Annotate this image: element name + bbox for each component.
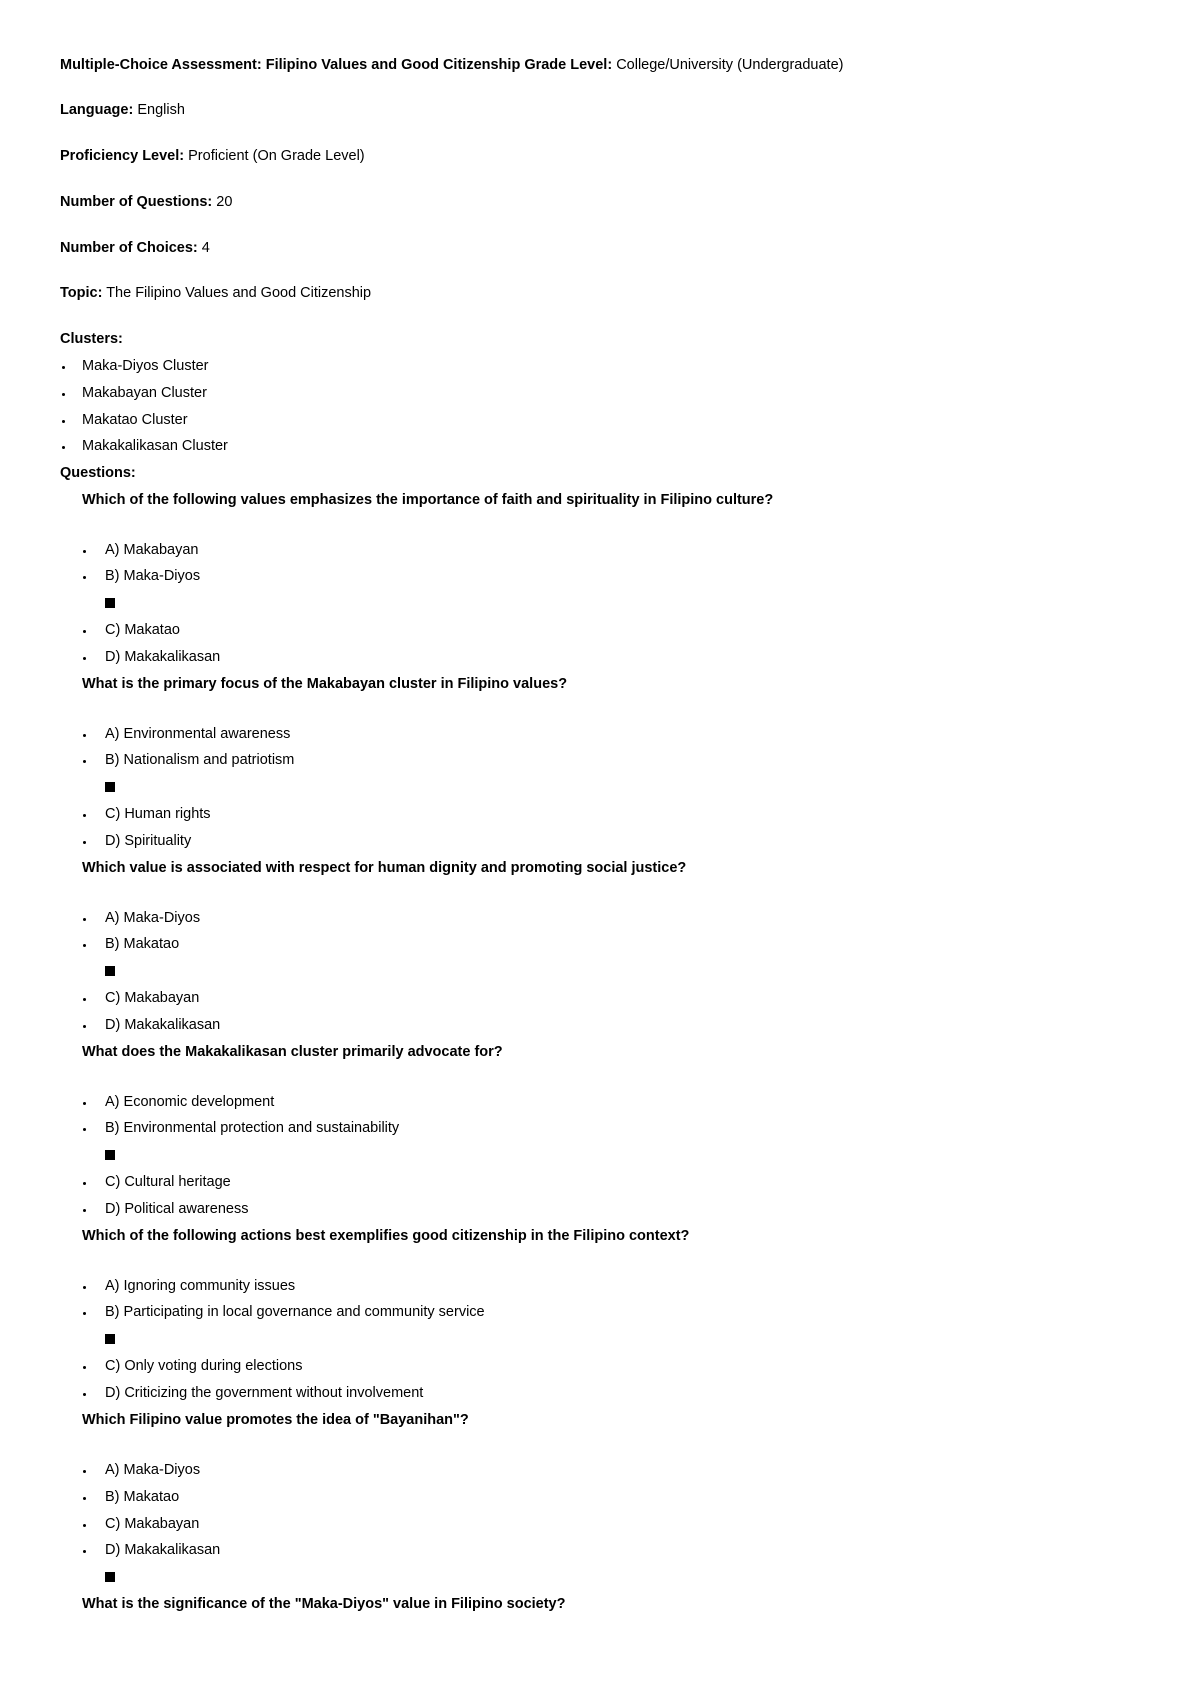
questions-label: Questions: <box>60 465 136 481</box>
answer-option: D) Criticizing the government without involvement <box>105 1385 424 1401</box>
bullet-icon <box>62 366 65 369</box>
answer-option: B) Environmental protection and sustainability <box>105 1120 400 1136</box>
clusters-label: Clusters: <box>60 331 123 347</box>
answer-option: A) Environmental awareness <box>105 726 291 742</box>
question-text: What is the significance of the "Maka-Diyos" value in Filipino society? <box>82 1596 566 1612</box>
num-questions-line <box>60 193 232 211</box>
bullet-icon <box>83 998 86 1001</box>
answer-option: A) Maka-Diyos <box>105 1462 201 1478</box>
topic-label: Topic: <box>60 285 103 301</box>
cluster-item: Maka-Diyos Cluster <box>82 358 209 374</box>
bullet-icon <box>83 1497 86 1500</box>
answer-marker-icon <box>105 1572 115 1582</box>
num-choices-value: 4 <box>197 240 210 256</box>
topic-line <box>60 284 371 302</box>
topic-value: The Filipino Values and Good Citizenship <box>102 285 372 301</box>
answer-option: B) Participating in local governance and community service <box>105 1304 485 1320</box>
num-questions-label: Number of Questions: <box>60 194 213 210</box>
language-value: English <box>133 102 185 118</box>
bullet-icon <box>62 446 65 449</box>
answer-marker-icon <box>105 1150 115 1160</box>
answer-option: C) Only voting during elections <box>105 1358 303 1374</box>
answer-option: D) Political awareness <box>105 1201 249 1217</box>
bullet-icon <box>83 630 86 633</box>
proficiency-line <box>60 147 365 165</box>
bullet-icon <box>83 1128 86 1131</box>
answer-option: D) Makakalikasan <box>105 649 221 665</box>
answer-option: C) Human rights <box>105 806 211 822</box>
bullet-icon <box>83 1025 86 1028</box>
answer-option: D) Makakalikasan <box>105 1542 221 1558</box>
bullet-icon <box>83 1393 86 1396</box>
answer-option: D) Makakalikasan <box>105 1017 221 1033</box>
assessment-title: Multiple-Choice Assessment: Filipino Values and Good Citizenship Grade Level: <box>60 57 613 73</box>
num-choices-label: Number of Choices: <box>60 240 198 256</box>
num-choices-line <box>60 239 210 257</box>
answer-marker-icon <box>105 966 115 976</box>
bullet-icon <box>83 814 86 817</box>
proficiency-value: Proficient (On Grade Level) <box>184 148 365 164</box>
answer-option: B) Makatao <box>105 936 180 952</box>
language-label: Language: <box>60 102 134 118</box>
bullet-icon <box>83 1312 86 1315</box>
question-text: Which Filipino value promotes the idea of "Bayanihan"? <box>82 1412 469 1428</box>
question-text: Which value is associated with respect for human dignity and promoting social justice? <box>82 860 687 876</box>
question-text: Which of the following actions best exemplifies good citizenship in the Filipino context? <box>82 1228 690 1244</box>
bullet-icon <box>83 1286 86 1289</box>
bullet-icon <box>83 1182 86 1185</box>
answer-option: A) Economic development <box>105 1094 275 1110</box>
answer-marker-icon <box>105 598 115 608</box>
bullet-icon <box>83 944 86 947</box>
bullet-icon <box>83 550 86 553</box>
bullet-icon <box>83 576 86 579</box>
bullet-icon <box>83 760 86 763</box>
answer-option: A) Maka-Diyos <box>105 910 201 926</box>
answer-option: C) Makatao <box>105 622 180 638</box>
answer-option: B) Makatao <box>105 1489 180 1505</box>
assessment-title-line <box>60 56 843 74</box>
bullet-icon <box>83 1470 86 1473</box>
cluster-item: Makakalikasan Cluster <box>82 438 228 454</box>
grade-level-value: College/University (Undergraduate) <box>612 57 844 73</box>
question-text: What does the Makakalikasan cluster primarily advocate for? <box>82 1044 503 1060</box>
cluster-item: Makatao Cluster <box>82 412 188 428</box>
answer-option: A) Ignoring community issues <box>105 1278 296 1294</box>
answer-option: C) Makabayan <box>105 990 200 1006</box>
bullet-icon <box>83 734 86 737</box>
answer-option: B) Nationalism and patriotism <box>105 752 295 768</box>
bullet-icon <box>83 657 86 660</box>
answer-option: C) Makabayan <box>105 1516 200 1532</box>
cluster-item: Makabayan Cluster <box>82 385 207 401</box>
answer-option: C) Cultural heritage <box>105 1174 231 1190</box>
language-line <box>60 101 185 119</box>
bullet-icon <box>83 918 86 921</box>
bullet-icon <box>83 1209 86 1212</box>
question-text: What is the primary focus of the Makabayan cluster in Filipino values? <box>82 676 568 692</box>
bullet-icon <box>83 841 86 844</box>
question-text: Which of the following values emphasizes the importance of faith and spirituality in Filipino culture? <box>82 492 774 508</box>
bullet-icon <box>62 393 65 396</box>
bullet-icon <box>83 1550 86 1553</box>
bullet-icon <box>62 420 65 423</box>
bullet-icon <box>83 1524 86 1527</box>
bullet-icon <box>83 1366 86 1369</box>
bullet-icon <box>83 1102 86 1105</box>
answer-option: B) Maka-Diyos <box>105 568 201 584</box>
answer-option: A) Makabayan <box>105 542 199 558</box>
answer-marker-icon <box>105 1334 115 1344</box>
proficiency-label: Proficiency Level: <box>60 148 185 164</box>
answer-marker-icon <box>105 782 115 792</box>
answer-option: D) Spirituality <box>105 833 192 849</box>
num-questions-value: 20 <box>212 194 233 210</box>
